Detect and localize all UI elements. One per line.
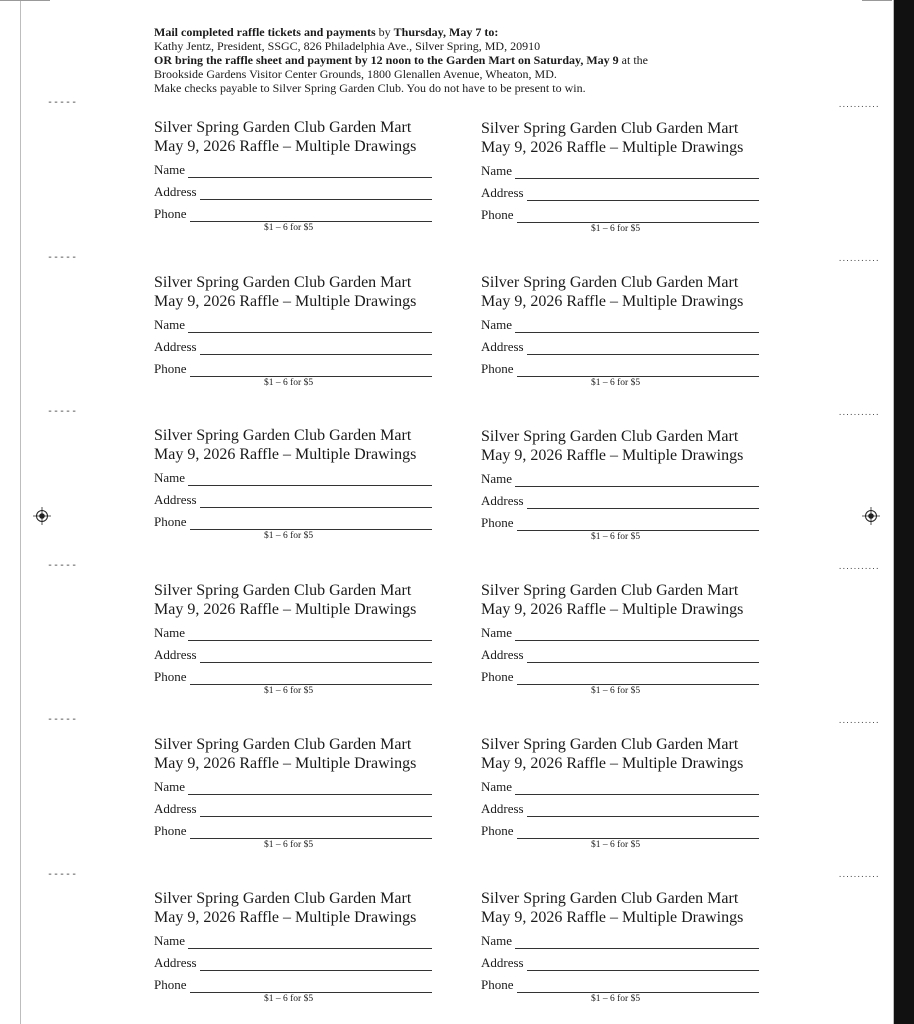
phone-field[interactable] xyxy=(481,207,759,223)
cut-mark-right: ........... xyxy=(838,255,879,263)
phone-field[interactable] xyxy=(481,823,759,839)
ticket-subtitle: May 9, 2026 Raffle – Multiple Drawings xyxy=(154,293,417,310)
instructions-line-3: OR bring the raffle sheet and payment by 12 noon to the Garden Mart on Saturday, May 9 at the xyxy=(154,53,648,67)
name-field[interactable] xyxy=(154,317,432,333)
address-label: Address xyxy=(154,647,197,662)
phone-field[interactable] xyxy=(154,669,432,685)
name-label: Name xyxy=(154,933,186,948)
raffle-ticket xyxy=(481,273,759,389)
address-line[interactable] xyxy=(527,497,759,509)
name-field[interactable] xyxy=(481,163,759,179)
address-field[interactable] xyxy=(481,647,759,663)
phone-label: Phone xyxy=(481,823,514,838)
ticket-subtitle: May 9, 2026 Raffle – Multiple Drawings xyxy=(481,293,744,310)
dark-border xyxy=(894,0,914,1024)
name-field[interactable] xyxy=(481,471,759,487)
instructions-line-2: Kathy Jentz, President, SSGC, 826 Philadelphia Ave., Silver Spring, MD, 20910 xyxy=(154,39,541,53)
address-field[interactable] xyxy=(481,801,759,817)
name-line[interactable] xyxy=(188,783,432,795)
address-field[interactable] xyxy=(154,801,432,817)
name-label: Name xyxy=(481,317,513,332)
name-label: Name xyxy=(154,317,186,332)
address-field[interactable] xyxy=(481,955,759,971)
name-line[interactable] xyxy=(188,166,432,178)
raffle-ticket xyxy=(154,273,432,389)
raffle-ticket xyxy=(154,581,432,697)
raffle-ticket xyxy=(154,889,432,1005)
name-line[interactable] xyxy=(515,475,759,487)
phone-label: Phone xyxy=(154,977,187,992)
address-line[interactable] xyxy=(527,805,759,817)
name-field[interactable] xyxy=(154,162,432,178)
address-label: Address xyxy=(481,185,524,200)
raffle-ticket xyxy=(481,889,759,1005)
address-field[interactable] xyxy=(154,492,432,508)
raffle-ticket xyxy=(154,426,432,542)
name-line[interactable] xyxy=(188,474,432,486)
cut-mark-right: ........... xyxy=(838,717,879,725)
cut-mark-left: ----- xyxy=(47,252,78,263)
cut-mark-right: ........... xyxy=(838,101,879,109)
phone-label: Phone xyxy=(154,823,187,838)
phone-line[interactable] xyxy=(517,981,760,993)
name-line[interactable] xyxy=(515,629,759,641)
phone-field[interactable] xyxy=(154,977,432,993)
address-line[interactable] xyxy=(527,189,759,201)
ticket-price: $1 – 6 for $5 xyxy=(591,994,641,1004)
ticket-price: $1 – 6 for $5 xyxy=(264,531,314,541)
phone-label: Phone xyxy=(481,361,514,376)
phone-line[interactable] xyxy=(517,365,760,377)
ticket-title: Silver Spring Garden Club Garden Mart xyxy=(481,428,739,445)
phone-label: Phone xyxy=(481,207,514,222)
ticket-price: $1 – 6 for $5 xyxy=(591,532,641,542)
ticket-subtitle: May 9, 2026 Raffle – Multiple Drawings xyxy=(154,755,417,772)
instructions-block xyxy=(154,25,754,95)
address-field[interactable] xyxy=(481,185,759,201)
address-line[interactable] xyxy=(527,651,759,663)
address-line[interactable] xyxy=(200,343,432,355)
registration-mark-icon xyxy=(862,507,880,525)
phone-label: Phone xyxy=(154,669,187,684)
phone-field[interactable] xyxy=(481,515,759,531)
phone-line[interactable] xyxy=(190,365,433,377)
name-label: Name xyxy=(154,625,186,640)
ticket-subtitle: May 9, 2026 Raffle – Multiple Drawings xyxy=(481,755,744,772)
name-field[interactable] xyxy=(481,779,759,795)
name-label: Name xyxy=(481,933,513,948)
name-field[interactable] xyxy=(154,779,432,795)
phone-line[interactable] xyxy=(190,673,433,685)
address-label: Address xyxy=(481,493,524,508)
name-field[interactable] xyxy=(481,317,759,333)
name-field[interactable] xyxy=(154,470,432,486)
address-line[interactable] xyxy=(527,343,759,355)
ticket-price: $1 – 6 for $5 xyxy=(591,378,641,388)
corner-tick-right xyxy=(862,0,892,1)
address-label: Address xyxy=(481,801,524,816)
ticket-price: $1 – 6 for $5 xyxy=(264,686,314,696)
cut-mark-left: ----- xyxy=(47,714,78,725)
phone-field[interactable] xyxy=(154,823,432,839)
address-label: Address xyxy=(154,184,197,199)
name-line[interactable] xyxy=(188,321,432,333)
ticket-price: $1 – 6 for $5 xyxy=(591,840,641,850)
ticket-title: Silver Spring Garden Club Garden Mart xyxy=(481,890,739,907)
address-line[interactable] xyxy=(200,651,432,663)
address-line[interactable] xyxy=(200,959,432,971)
name-label: Name xyxy=(154,162,186,177)
phone-line[interactable] xyxy=(517,519,760,531)
address-line[interactable] xyxy=(200,496,432,508)
name-line[interactable] xyxy=(188,629,432,641)
name-line[interactable] xyxy=(515,321,759,333)
address-label: Address xyxy=(154,955,197,970)
address-label: Address xyxy=(154,492,197,507)
name-label: Name xyxy=(481,779,513,794)
instructions-line-5: Make checks payable to Silver Spring Garden Club. You do not have to be present to win. xyxy=(154,81,586,95)
ticket-subtitle: May 9, 2026 Raffle – Multiple Drawings xyxy=(154,909,417,926)
address-field[interactable] xyxy=(154,339,432,355)
ticket-price: $1 – 6 for $5 xyxy=(591,686,641,696)
phone-field[interactable] xyxy=(154,514,432,530)
phone-label: Phone xyxy=(154,206,187,221)
corner-tick-left xyxy=(0,0,50,1)
phone-line[interactable] xyxy=(517,827,760,839)
cut-mark-left: ----- xyxy=(47,560,78,571)
ticket-title: Silver Spring Garden Club Garden Mart xyxy=(154,582,412,599)
phone-line[interactable] xyxy=(190,210,433,222)
ticket-subtitle: May 9, 2026 Raffle – Multiple Drawings xyxy=(154,601,417,618)
cut-mark-left: ----- xyxy=(47,869,78,880)
name-label: Name xyxy=(154,470,186,485)
phone-field[interactable] xyxy=(154,361,432,377)
ticket-title: Silver Spring Garden Club Garden Mart xyxy=(154,427,412,444)
address-label: Address xyxy=(154,801,197,816)
raffle-ticket xyxy=(481,427,759,543)
address-field[interactable] xyxy=(154,647,432,663)
raffle-ticket xyxy=(154,735,432,851)
ticket-price: $1 – 6 for $5 xyxy=(264,223,314,233)
name-line[interactable] xyxy=(515,167,759,179)
address-field[interactable] xyxy=(481,339,759,355)
cut-mark-right: ........... xyxy=(838,409,879,417)
name-label: Name xyxy=(481,471,513,486)
ticket-title: Silver Spring Garden Club Garden Mart xyxy=(481,120,739,137)
cut-mark-left: ----- xyxy=(47,97,78,108)
phone-line[interactable] xyxy=(190,827,433,839)
ticket-subtitle: May 9, 2026 Raffle – Multiple Drawings xyxy=(154,446,417,463)
ticket-title: Silver Spring Garden Club Garden Mart xyxy=(154,736,412,753)
phone-label: Phone xyxy=(154,514,187,529)
ticket-title: Silver Spring Garden Club Garden Mart xyxy=(154,274,412,291)
ticket-subtitle: May 9, 2026 Raffle – Multiple Drawings xyxy=(154,138,417,155)
phone-label: Phone xyxy=(154,361,187,376)
name-label: Name xyxy=(481,625,513,640)
ticket-price: $1 – 6 for $5 xyxy=(264,994,314,1004)
ticket-subtitle: May 9, 2026 Raffle – Multiple Drawings xyxy=(481,601,744,618)
ticket-title: Silver Spring Garden Club Garden Mart xyxy=(481,582,739,599)
instructions-line-4: Brookside Gardens Visitor Center Grounds, 1800 Glenallen Avenue, Wheaton, MD. xyxy=(154,67,557,81)
address-line[interactable] xyxy=(200,805,432,817)
ticket-subtitle: May 9, 2026 Raffle – Multiple Drawings xyxy=(481,447,744,464)
raffle-ticket xyxy=(481,735,759,851)
phone-field[interactable] xyxy=(154,206,432,222)
ticket-title: Silver Spring Garden Club Garden Mart xyxy=(154,890,412,907)
raffle-ticket xyxy=(154,118,432,234)
phone-label: Phone xyxy=(481,977,514,992)
name-line[interactable] xyxy=(188,937,432,949)
phone-label: Phone xyxy=(481,515,514,530)
phone-line[interactable] xyxy=(190,981,433,993)
registration-mark-icon xyxy=(33,507,51,525)
raffle-ticket xyxy=(481,119,759,235)
raffle-ticket xyxy=(481,581,759,697)
phone-field[interactable] xyxy=(481,361,759,377)
cut-mark-right: ........... xyxy=(838,563,879,571)
cut-mark-right: ........... xyxy=(838,871,879,879)
address-label: Address xyxy=(481,647,524,662)
phone-line[interactable] xyxy=(517,211,760,223)
ticket-title: Silver Spring Garden Club Garden Mart xyxy=(154,119,412,136)
ticket-price: $1 – 6 for $5 xyxy=(264,840,314,850)
address-field[interactable] xyxy=(481,493,759,509)
phone-label: Phone xyxy=(481,669,514,684)
instructions-line-1: Mail completed raffle tickets and payments by Thursday, May 7 to: xyxy=(154,25,499,39)
ticket-title: Silver Spring Garden Club Garden Mart xyxy=(481,736,739,753)
address-label: Address xyxy=(154,339,197,354)
ticket-subtitle: May 9, 2026 Raffle – Multiple Drawings xyxy=(481,139,744,156)
cut-mark-left: ----- xyxy=(47,406,78,417)
address-label: Address xyxy=(481,955,524,970)
page-left-edge xyxy=(20,0,21,1024)
phone-line[interactable] xyxy=(517,673,760,685)
phone-line[interactable] xyxy=(190,518,433,530)
name-line[interactable] xyxy=(515,783,759,795)
address-line[interactable] xyxy=(200,188,432,200)
phone-field[interactable] xyxy=(481,977,759,993)
name-field[interactable] xyxy=(154,625,432,641)
name-label: Name xyxy=(154,779,186,794)
name-field[interactable] xyxy=(154,933,432,949)
phone-field[interactable] xyxy=(481,669,759,685)
address-field[interactable] xyxy=(154,955,432,971)
ticket-subtitle: May 9, 2026 Raffle – Multiple Drawings xyxy=(481,909,744,926)
name-line[interactable] xyxy=(515,937,759,949)
ticket-price: $1 – 6 for $5 xyxy=(264,378,314,388)
name-label: Name xyxy=(481,163,513,178)
name-field[interactable] xyxy=(481,625,759,641)
ticket-title: Silver Spring Garden Club Garden Mart xyxy=(481,274,739,291)
address-label: Address xyxy=(481,339,524,354)
ticket-price: $1 – 6 for $5 xyxy=(591,224,641,234)
address-line[interactable] xyxy=(527,959,759,971)
address-field[interactable] xyxy=(154,184,432,200)
name-field[interactable] xyxy=(481,933,759,949)
